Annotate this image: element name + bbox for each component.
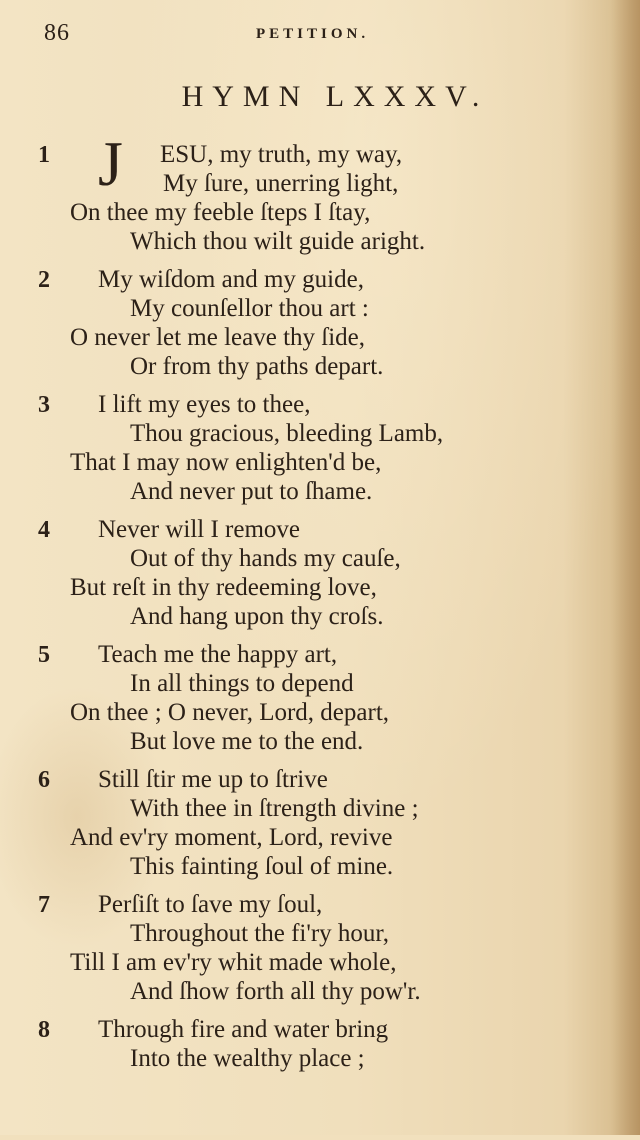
stanza-number: 7 <box>38 892 50 918</box>
stanza-1 <box>0 128 640 265</box>
verse-line: And ev'ry moment, Lord, revive <box>70 824 393 851</box>
verse-line: My counſellor thou art : <box>130 295 369 322</box>
stanza-number: 2 <box>38 267 50 293</box>
verse-line: Thou gracious, bleeding Lamb, <box>130 420 444 447</box>
verse-line: Through fire and water bring <box>98 1016 389 1043</box>
verse-line: Which thou wilt guide aright. <box>130 228 426 255</box>
hymn-verses <box>0 128 640 1140</box>
stanza-4 <box>0 515 640 640</box>
verse-line: This fainting ſoul of mine. <box>130 853 394 880</box>
hymn-title: HYMN LXXXV. <box>181 80 489 113</box>
verse-line: On thee ; O never, Lord, depart, <box>70 699 390 726</box>
running-head <box>0 20 640 50</box>
verse-line: Teach me the happy art, <box>98 641 338 668</box>
stanza-number: 1 <box>38 142 50 168</box>
stanza-5 <box>0 640 640 765</box>
verse-line: With thee in ſtrength divine ; <box>130 795 419 822</box>
stanza-6 <box>0 765 640 890</box>
verse-line: Into the wealthy place ; <box>130 1045 365 1072</box>
verse-line: I lift my eyes to thee, <box>98 391 311 418</box>
verse-line: That I may now enlighten'd be, <box>70 449 382 476</box>
verse-line: Still ſtir me up to ſtrive <box>98 766 328 793</box>
verse-line: And hang upon thy croſs. <box>130 603 384 630</box>
verse-line: But love me to the end. <box>130 728 364 755</box>
stanza-number: 8 <box>38 1017 50 1043</box>
verse-line: Never will I remove <box>98 516 301 543</box>
stanza-number: 6 <box>38 767 50 793</box>
verse-line: Out of thy hands my cauſe, <box>130 545 401 572</box>
verse-line: My ſure, unerring light, <box>163 170 399 197</box>
verse-line: O never let me leave thy ſide, <box>70 324 366 351</box>
drop-cap: J <box>98 128 123 199</box>
verse-line: My wiſdom and my guide, <box>98 266 364 293</box>
section-title: PETITION. <box>256 26 370 42</box>
stanza-8 <box>0 1015 640 1140</box>
verse-line: But reſt in thy redeeming love, <box>70 574 377 601</box>
verse-line: Throughout the fi'ry hour, <box>130 920 390 947</box>
verse-line: In all things to depend <box>130 670 354 697</box>
verse-line: Or from thy paths depart. <box>130 353 384 380</box>
verse-line: On thee my feeble ſteps I ſtay, <box>70 199 371 226</box>
stanza-7 <box>0 890 640 1015</box>
verse-line: And ſhow forth all thy pow'r. <box>130 978 421 1005</box>
stanza-2 <box>0 265 640 390</box>
stanza-3 <box>0 390 640 515</box>
stanza-number: 4 <box>38 517 50 543</box>
stanza-number: 5 <box>38 642 50 668</box>
verse-line: Till I am ev'ry whit made whole, <box>70 949 397 976</box>
stanza-number: 3 <box>38 392 50 418</box>
verse-line: And never put to ſhame. <box>130 478 373 505</box>
verse-line: Perſiſt to ſave my ſoul, <box>98 891 323 918</box>
page-number: 86 <box>44 20 70 46</box>
verse-line: ESU, my truth, my way, <box>160 141 403 168</box>
